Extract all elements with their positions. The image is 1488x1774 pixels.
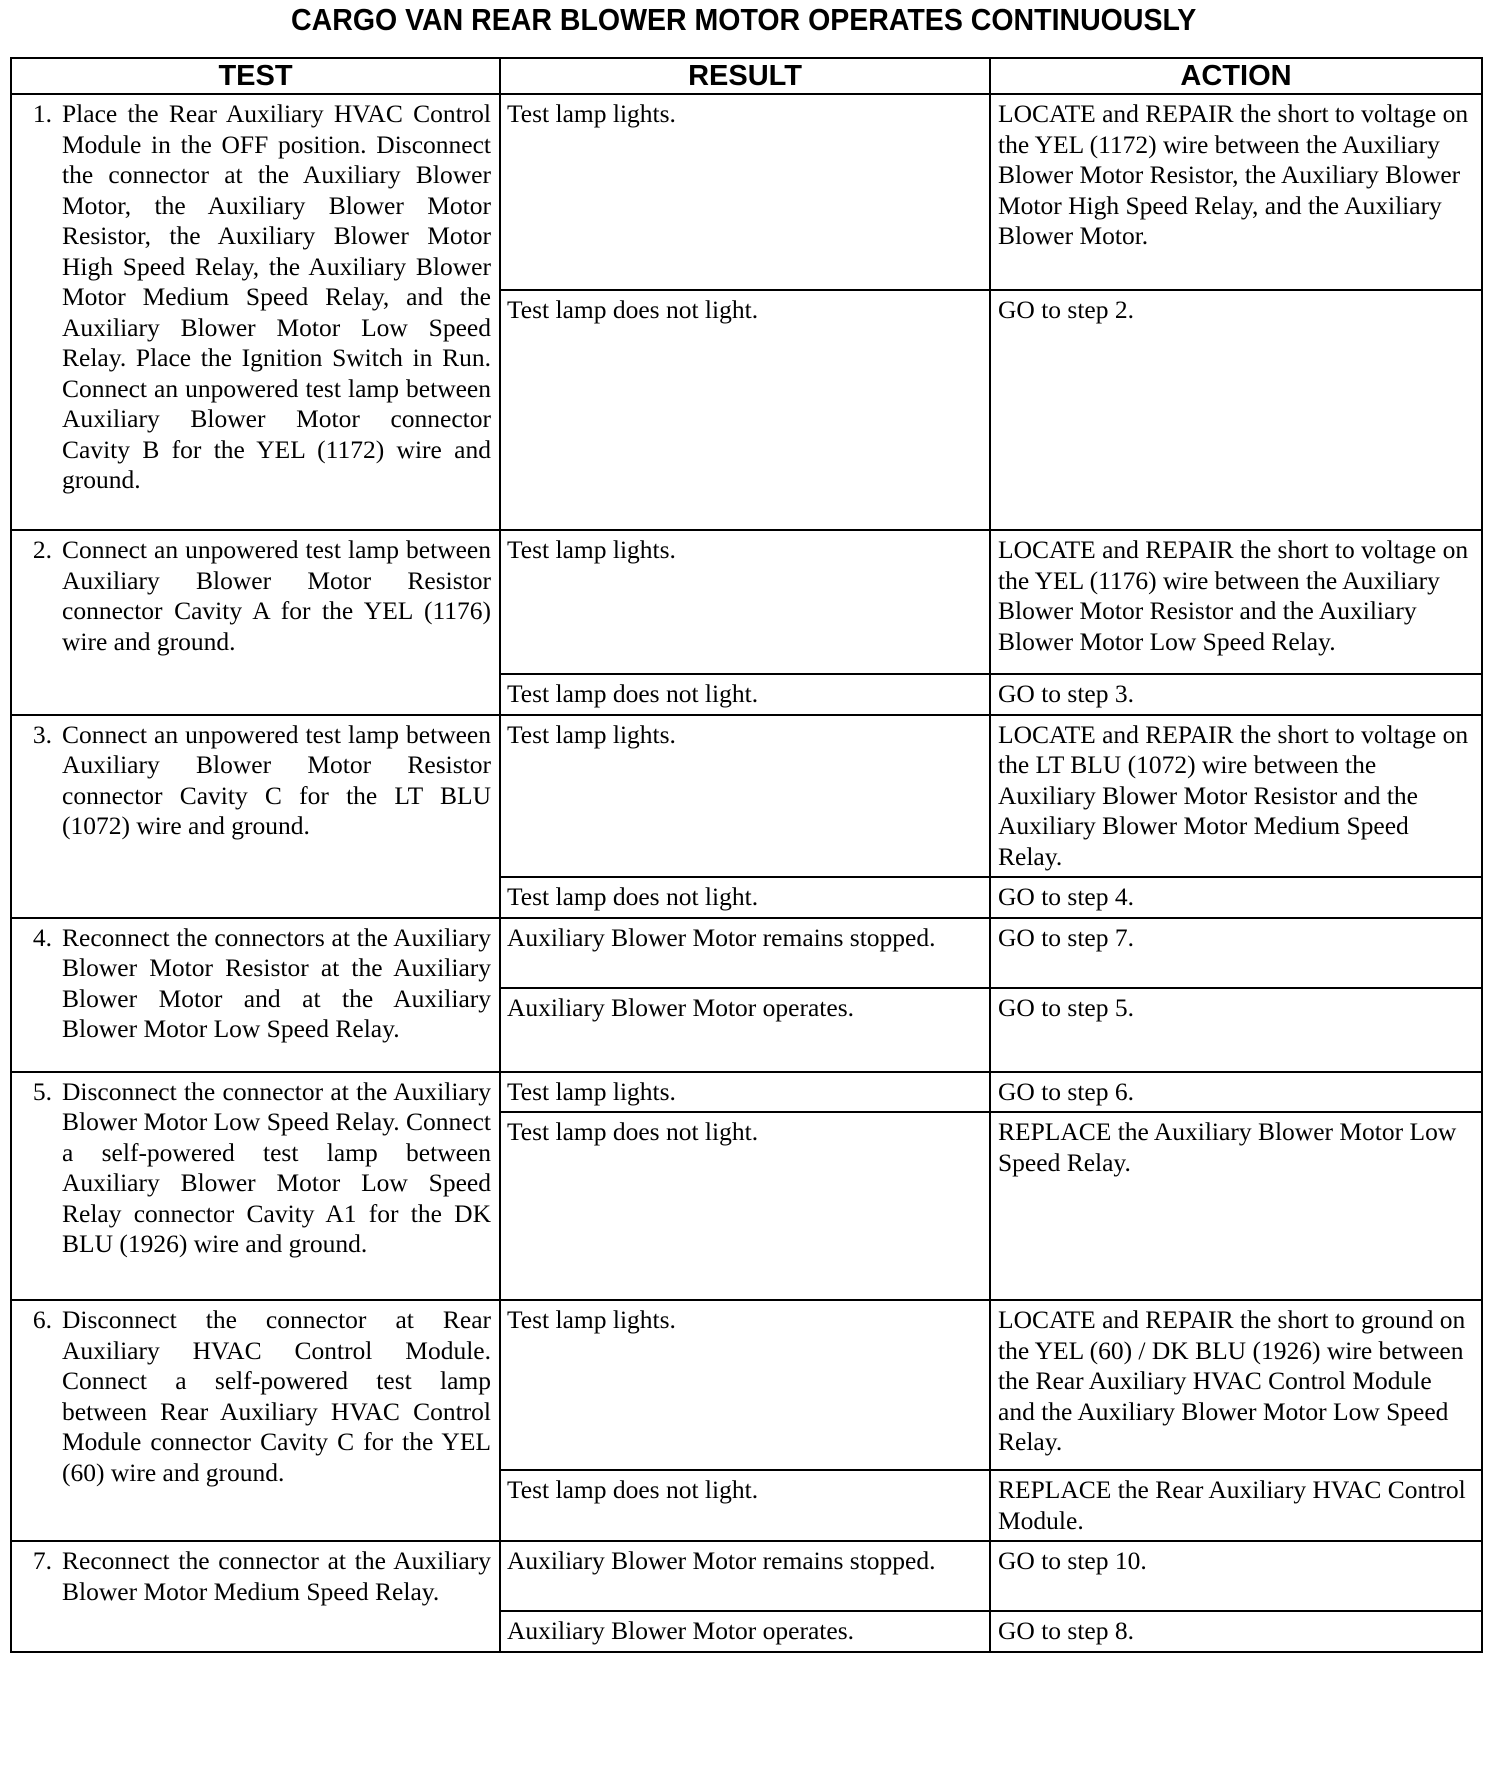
page-title: CARGO VAN REAR BLOWER MOTOR OPERATES CONTINUOUSLY <box>291 2 1197 37</box>
step-number: 2. <box>32 535 52 564</box>
test-text: Disconnect the connector at Rear Auxiliary HVAC Control Module. Connect a self-powered test lamp between Rear Auxiliary HVAC Control Module connector Cavity C for the YEL (60) wire and ground. <box>62 1305 491 1487</box>
step-number: 5. <box>32 1076 52 1106</box>
test-cell <box>11 1072 500 1301</box>
test-cell <box>11 918 500 1072</box>
action-cell: LOCATE and REPAIR the short to voltage on the YEL (1176) wire between the Auxiliary Blower Motor Resistor and the Auxiliary Blower Motor Low Speed Relay. <box>990 530 1482 674</box>
table-row <box>11 1300 1482 1470</box>
header-test: TEST <box>11 58 500 94</box>
table-row <box>11 1541 1482 1611</box>
result-cell: Auxiliary Blower Motor operates. <box>500 1611 990 1652</box>
step-number: 4. <box>32 922 52 952</box>
step-number: 3. <box>32 719 52 749</box>
action-cell: LOCATE and REPAIR the short to voltage on the LT BLU (1072) wire between the Auxiliary Blower Motor Resistor and the Auxiliary Blower Motor Medium Speed Relay. <box>990 715 1482 878</box>
test-text: Connect an unpowered test lamp between Auxiliary Blower Motor Resistor connector Cavity A for the YEL (1176) wire and ground. <box>62 535 491 656</box>
table-row <box>11 918 1482 988</box>
action-cell: GO to step 5. <box>990 988 1482 1072</box>
result-cell: Test lamp lights. <box>500 1300 990 1470</box>
table-row <box>11 1072 1482 1113</box>
action-cell: GO to step 6. <box>990 1072 1482 1113</box>
header-result: RESULT <box>500 58 990 94</box>
table-row <box>11 530 1482 674</box>
result-cell: Auxiliary Blower Motor remains stopped. <box>500 918 990 988</box>
result-cell: Test lamp does not light. <box>500 1112 990 1300</box>
test-cell <box>11 715 500 918</box>
result-cell: Test lamp does not light. <box>500 290 990 530</box>
header-row <box>11 58 1482 94</box>
action-cell: GO to step 8. <box>990 1611 1482 1652</box>
step-number: 1. <box>32 99 52 128</box>
test-cell <box>11 530 500 715</box>
action-cell: LOCATE and REPAIR the short to voltage on the YEL (1172) wire between the Auxiliary Blower Motor Resistor, the Auxiliary Blower Motor High Speed Relay, and the Auxiliary Blower Motor. <box>990 94 1482 290</box>
test-text: Connect an unpowered test lamp between Auxiliary Blower Motor Resistor connector Cavity C for the LT BLU (1072) wire and ground. <box>62 719 491 840</box>
test-text: Place the Rear Auxiliary HVAC Control Module in the OFF position. Disconnect the connector at the Auxiliary Blower Motor, the Auxiliary Blower Motor Resistor, the Auxiliary Blower Motor High Speed Relay, the Auxiliary Blower Motor Medium Speed Relay, and the Auxiliary Blower Motor Low Speed Relay. Place the Ignition Switch in Run. Connect an unpowered test lamp between Auxiliary Blower Motor connector Cavity B for the YEL (1172) wire and ground. <box>62 99 491 494</box>
table-row <box>11 715 1482 878</box>
test-cell <box>11 1541 500 1652</box>
result-cell: Test lamp does not light. <box>500 674 990 715</box>
action-cell: REPLACE the Rear Auxiliary HVAC Control Module. <box>990 1470 1482 1541</box>
action-cell: GO to step 10. <box>990 1541 1482 1611</box>
result-cell: Test lamp lights. <box>500 94 990 290</box>
action-cell: GO to step 4. <box>990 877 1482 918</box>
test-text: Disconnect the connector at the Auxiliary Blower Motor Low Speed Relay. Connect a self-powered test lamp between Auxiliary Blower Motor Low Speed Relay connector Cavity A1 for the DK BLU (1926) wire and ground. <box>62 1076 491 1258</box>
diagnostic-table <box>10 57 1483 1653</box>
result-cell: Auxiliary Blower Motor operates. <box>500 988 990 1072</box>
action-cell: GO to step 7. <box>990 918 1482 988</box>
step-number: 6. <box>32 1305 52 1334</box>
result-cell: Test lamp does not light. <box>500 877 990 918</box>
result-cell: Test lamp does not light. <box>500 1470 990 1541</box>
table-row <box>11 94 1482 290</box>
result-cell: Test lamp lights. <box>500 715 990 878</box>
test-text: Reconnect the connector at the Auxiliary Blower Motor Medium Speed Relay. <box>62 1546 491 1606</box>
action-cell: GO to step 2. <box>990 290 1482 530</box>
action-cell: GO to step 3. <box>990 674 1482 715</box>
test-cell <box>11 94 500 530</box>
test-text: Reconnect the connectors at the Auxiliary Blower Motor Resistor at the Auxiliary Blower Motor and at the Auxiliary Blower Motor Low Speed Relay. <box>62 922 491 1043</box>
action-cell: REPLACE the Auxiliary Blower Motor Low Speed Relay. <box>990 1112 1482 1300</box>
header-action: ACTION <box>990 58 1482 94</box>
action-cell: LOCATE and REPAIR the short to ground on the YEL (60) / DK BLU (1926) wire between the Rear Auxiliary HVAC Control Module and the Auxiliary Blower Motor Low Speed Relay. <box>990 1300 1482 1470</box>
test-cell <box>11 1300 500 1541</box>
step-number: 7. <box>32 1546 52 1575</box>
result-cell: Test lamp lights. <box>500 1072 990 1113</box>
result-cell: Auxiliary Blower Motor remains stopped. <box>500 1541 990 1611</box>
result-cell: Test lamp lights. <box>500 530 990 674</box>
